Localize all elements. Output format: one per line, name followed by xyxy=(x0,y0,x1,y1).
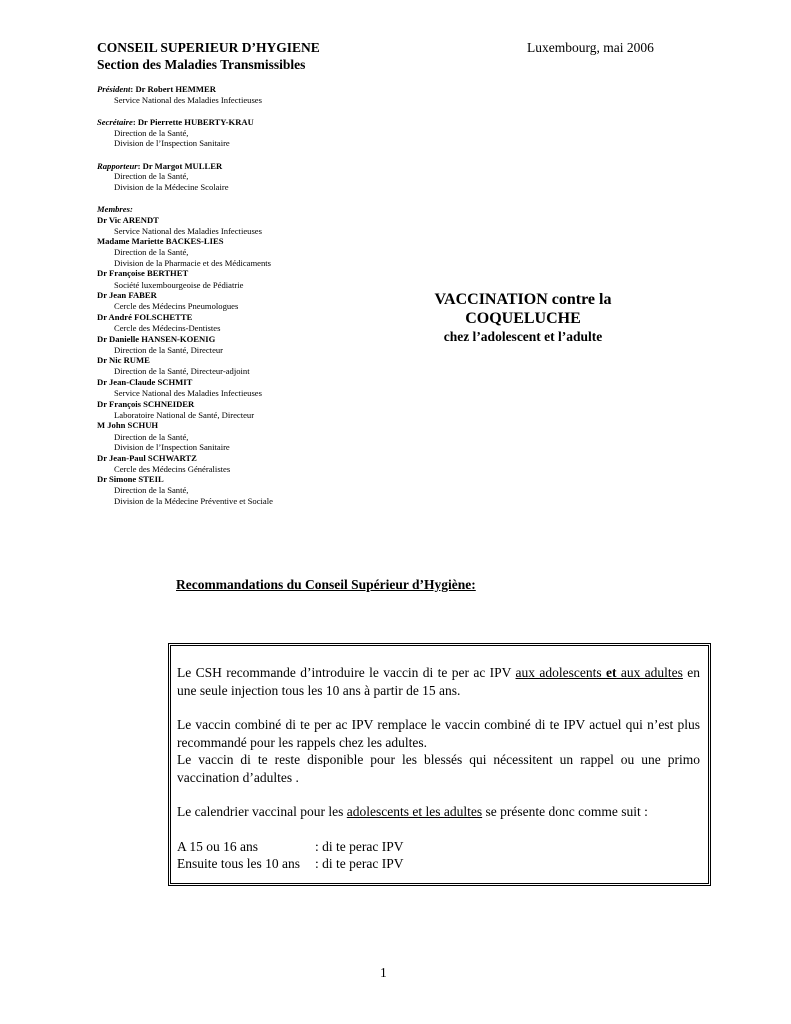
council-header xyxy=(97,39,320,73)
title-line-1: VACCINATION contre la xyxy=(434,291,612,308)
text-segment: et xyxy=(605,665,617,680)
recommendations-heading: Recommandations du Conseil Supérieur d’Hygiène: xyxy=(176,577,476,592)
recommendation-paragraph-1 xyxy=(177,664,700,699)
members-heading: Membres: xyxy=(97,204,133,214)
schedule-row xyxy=(177,855,700,873)
section-name: Section des Maladies Transmissibles xyxy=(97,57,306,72)
role-affiliation: Division de l’Inspection Sanitaire xyxy=(114,138,230,148)
role-affiliation: Direction de la Santé, xyxy=(114,127,189,138)
text-segment: se présente donc comme suit : xyxy=(482,804,648,819)
member-name: Dr Jean-Paul SCHWARTZ xyxy=(97,452,197,463)
text-segment xyxy=(516,665,683,680)
member-affiliation: Division de la Médecine Préventive et Sociale xyxy=(114,495,273,506)
member-name: Dr Françoise BERTHET xyxy=(97,268,189,279)
member-affiliation: Direction de la Santé, xyxy=(114,247,189,258)
text-segment: Le CSH recommande d’introduire le vaccin di te per ac IPV xyxy=(177,665,516,680)
role-secretary: Secrétaire: Dr Pierrette HUBERTY-KRAU Direction de la Santé, Division de l’Inspection Sanitaire xyxy=(97,117,357,149)
members-list xyxy=(97,84,357,506)
member-name: Dr François SCHNEIDER xyxy=(97,398,195,409)
member-name: Dr Jean-Claude SCHMIT xyxy=(97,376,193,387)
recommendation-paragraph-2: Le vaccin combiné di te per ac IPV remplace le vaccin combiné di te IPV actuel qui n’est plus recommandé pour les rappels chez les adultes. xyxy=(177,717,700,750)
text-segment: aux adultes xyxy=(616,665,683,680)
member-affiliation: Service National des Maladies Infectieuses xyxy=(114,225,262,236)
title-line-2: COQUELUCHE xyxy=(465,310,581,327)
title-subtitle: chez l’adolescent et l’adulte xyxy=(443,329,603,344)
page-number: 1 xyxy=(380,965,387,980)
council-name: CONSEIL SUPERIEUR D’HYGIENE xyxy=(97,40,320,55)
role-president: Président: Dr Robert HEMMER Service National des Maladies Infectieuses xyxy=(97,84,357,105)
member-affiliation: Service National des Maladies Infectieuses xyxy=(114,388,262,399)
member-name: Dr Vic ARENDT xyxy=(97,214,159,225)
member-name: Dr André FOLSCHETTE xyxy=(97,311,193,322)
member-name: M John SCHUH xyxy=(97,420,159,431)
member-affiliation: Laboratoire National de Santé, Directeur xyxy=(114,409,255,420)
member-affiliation: Société luxembourgeoise de Pédiatrie xyxy=(114,279,244,290)
member-affiliation: Direction de la Santé, Directeur xyxy=(114,344,224,355)
schedule-row xyxy=(177,838,700,856)
schedule-what: : di te perac IPV xyxy=(315,838,404,854)
text-segment: en une seule injection tous les 10 ans à partir de 15 ans. xyxy=(177,665,701,698)
member-name: Dr Danielle HANSEN-KOENIG xyxy=(97,333,216,344)
text-segment: Le calendrier vaccinal pour les xyxy=(177,804,347,819)
member-name: Dr Jean FABER xyxy=(97,290,157,301)
schedule-when: Ensuite tous les 10 ans xyxy=(177,856,300,871)
schedule-what: : di te perac IPV xyxy=(315,856,404,871)
member-affiliation: Cercle des Médecins Pneumologues xyxy=(114,301,239,312)
member-affiliation: Division de la Pharmacie et des Médicaments xyxy=(114,257,272,268)
role-name: Dr Pierrette HUBERTY-KRAU xyxy=(137,117,254,127)
member-affiliation: Cercle des Médecins-Dentistes xyxy=(114,323,221,334)
role-name: Dr Margot MULLER xyxy=(142,160,223,171)
member-affiliation: Cercle des Médecins Généralistes xyxy=(114,463,231,474)
document-title xyxy=(403,290,643,346)
member-name: Dr Nic RUME xyxy=(97,355,150,366)
schedule-when: A 15 ou 16 ans xyxy=(177,838,258,854)
member-affiliation: Direction de la Santé, xyxy=(114,485,189,496)
member-affiliation: Division de l’Inspection Sanitaire xyxy=(114,442,230,453)
role-affiliation: Division de la Médecine Scolaire xyxy=(114,181,229,192)
role-rapporteur: Rapporteur: Dr Margot MULLER Direction de la Santé, Division de la Médecine Scolaire xyxy=(97,161,357,193)
role-name: Dr Robert HEMMER xyxy=(135,84,216,94)
recommendation-paragraph-4 xyxy=(177,803,700,821)
text-segment: aux adolescents xyxy=(515,665,606,680)
members-entries xyxy=(97,215,357,507)
recommendation-box xyxy=(168,643,711,886)
member-name: Dr Simone STEIL xyxy=(97,474,164,485)
role-label: Secrétaire xyxy=(97,117,133,127)
role-label: Rapporteur xyxy=(97,160,138,171)
member-affiliation: Direction de la Santé, xyxy=(114,431,189,442)
role-label: Président xyxy=(97,84,131,94)
member-name: Madame Mariette BACKES-LIES xyxy=(97,236,224,247)
role-affiliation: Direction de la Santé, xyxy=(114,171,189,181)
member-affiliation: Direction de la Santé, Directeur-adjoint xyxy=(114,366,250,377)
text-segment: adolescents et les adultes xyxy=(346,804,483,819)
recommendation-paragraph-3: Le vaccin di te reste disponible pour les blessés qui nécessitent un rappel ou une primo vaccination d’adultes . xyxy=(177,752,700,785)
document-date: Luxembourg, mai 2006 xyxy=(527,40,654,55)
role-affiliation: Service National des Maladies Infectieuses xyxy=(114,94,262,105)
